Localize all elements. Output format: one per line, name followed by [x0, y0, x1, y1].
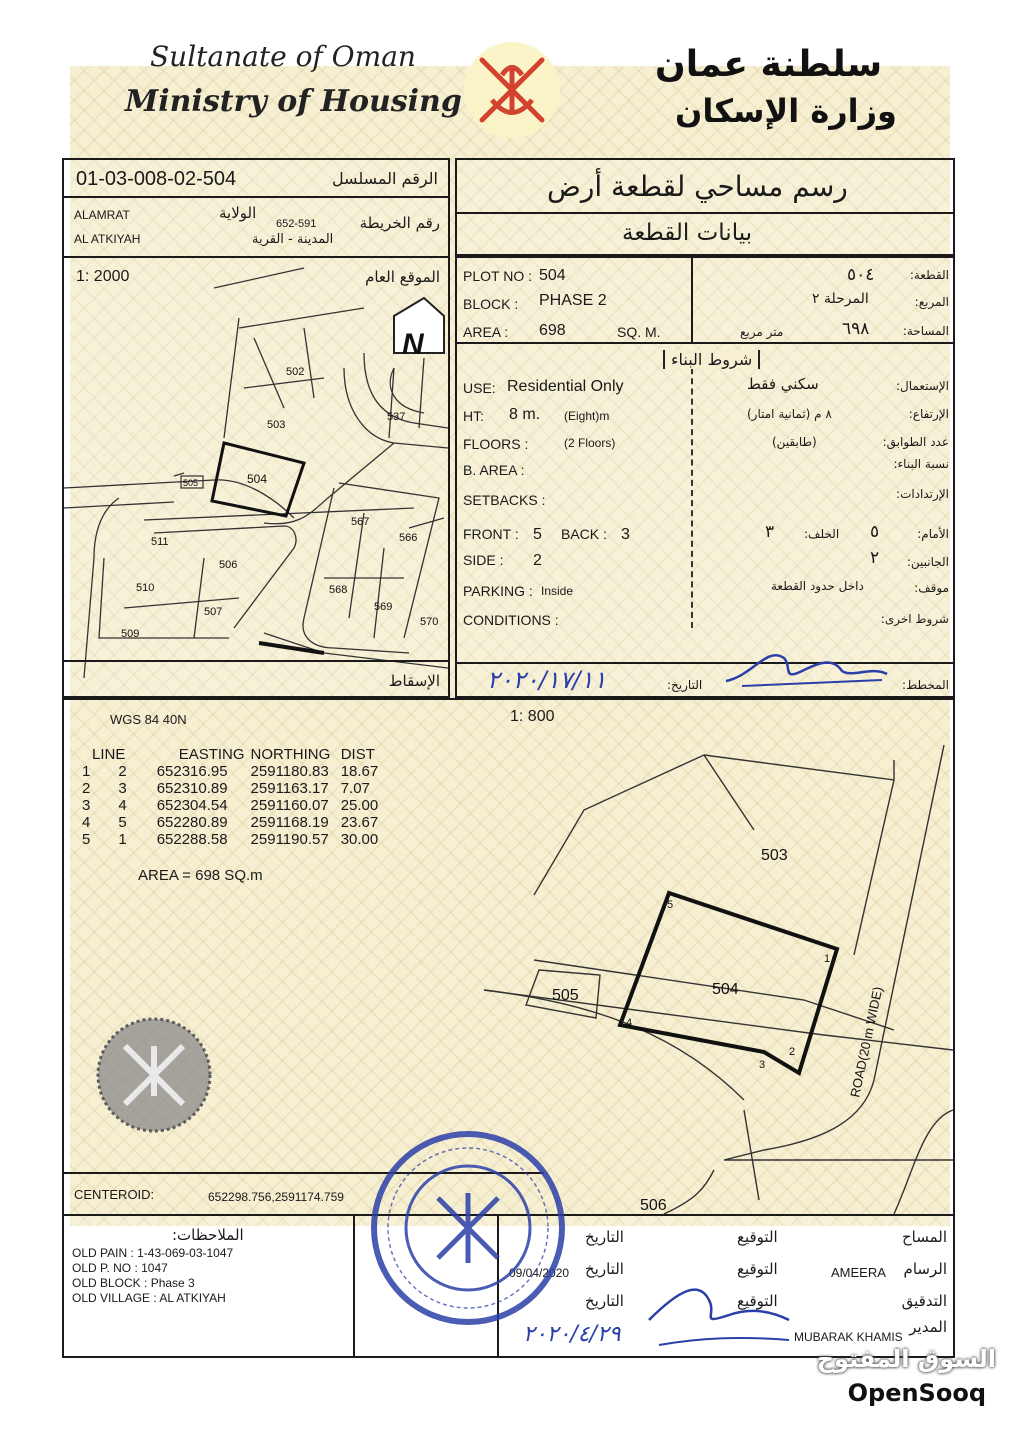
conditions-label: CONDITIONS : — [463, 612, 559, 628]
height-words: (Eight)m — [564, 409, 610, 423]
serial-label: الرقم المسلسل — [331, 169, 438, 188]
floors-label: FLOORS : — [463, 436, 529, 452]
detail-plot-505: 505 — [552, 987, 579, 1004]
checker-label: التدقيق — [901, 1292, 947, 1310]
ministry-blue-stamp-icon — [368, 1128, 568, 1328]
map-plot-503: 503 — [267, 419, 286, 431]
document-title: رسم مساحي لقطعة أرض — [547, 170, 848, 203]
village-en: AL ATKIYAH — [74, 232, 141, 246]
map-plot-511: 511 — [151, 536, 169, 548]
table-row: 4 5 652280.89 2591168.19 23.67 — [82, 814, 379, 831]
height-value: 8 m. — [509, 406, 541, 423]
setbacks-label-ar: الإرتدادات: — [896, 487, 949, 501]
back-ar: ٣ — [765, 522, 775, 542]
opensooq-watermark — [817, 1345, 996, 1409]
use-label-ar: الإستعمال: — [896, 379, 949, 393]
header-ar-line2: وزارة الإسكان — [675, 92, 897, 130]
oman-emblem-icon — [462, 40, 562, 140]
draftsman-name: AMEERA — [831, 1265, 886, 1280]
plot-no-label: PLOT NO : — [463, 268, 532, 284]
vertex-2: 2 — [789, 1046, 796, 1058]
centroid-value: 652298.756,2591174.759 — [208, 1190, 344, 1204]
use-label: USE: — [463, 380, 496, 396]
building-area-label: B. AREA : — [463, 462, 525, 478]
serial-box — [62, 158, 450, 198]
map-number: 652-591 — [276, 218, 317, 230]
table-row: 1 2 652316.95 2591180.83 18.67 — [82, 763, 379, 780]
map-plot-569: 569 — [374, 601, 393, 613]
serial-number: 01-03-008-02-504 — [76, 168, 237, 190]
director-name: MUBARAK KHAMIS — [794, 1330, 903, 1344]
area-unit-ar: متر مربع — [740, 325, 784, 339]
map-plot-568: 568 — [329, 584, 348, 596]
road-label: ROAD(20 m WIDE) — [847, 985, 886, 1099]
planner-signature-icon — [722, 636, 892, 694]
map-plot-507: 507 — [204, 606, 223, 618]
centroid-label: CENTEROID: — [74, 1187, 155, 1202]
vertex-4: 4 — [626, 1017, 633, 1029]
front-label: FRONT : — [463, 526, 519, 542]
notes-line-3: OLD BLOCK : Phase 3 — [72, 1276, 195, 1290]
block-ar: المرحلة ٢ — [812, 291, 869, 307]
detail-scale: 1: 800 — [510, 708, 555, 725]
map-plot-537: 537 — [387, 411, 406, 423]
general-location-label: الموقع العام — [365, 268, 440, 286]
building-area-label-ar: نسبة البناء: — [893, 457, 949, 471]
floors-label-ar: عدد الطوابق: — [882, 435, 949, 449]
plot-label-ar: القطعة: — [909, 268, 949, 282]
surveyor-label: المساح — [901, 1228, 947, 1246]
side-label-ar: الجانبين: — [906, 555, 949, 569]
front-value: 5 — [533, 526, 542, 543]
notes-box — [62, 1214, 355, 1358]
svg-text:N: N — [402, 328, 424, 361]
col-dist: DIST — [340, 746, 375, 763]
header-ar-line1: سلطنة عمان — [655, 44, 883, 85]
draftsman-label: الرسام — [903, 1260, 947, 1278]
side-ar: ٢ — [870, 548, 880, 568]
vertex-1: 1 — [824, 953, 831, 965]
use-ar: سكني فقط — [747, 375, 819, 393]
map-plot-505: 505 — [183, 478, 199, 488]
projection-label: الإسقاط — [388, 672, 440, 690]
notes-title: الملاحظات: — [172, 1226, 244, 1244]
location-scale: 1: 2000 — [76, 268, 130, 285]
location-info-box — [62, 196, 450, 258]
map-plot-566: 566 — [399, 532, 418, 544]
watermark-ar: السوق المفتوح — [816, 1345, 996, 1373]
block-label-ar: المربع: — [914, 295, 949, 309]
date-label-1: التاريخ — [585, 1228, 624, 1246]
conditions-label-ar: شروط اخرى: — [880, 612, 949, 626]
table-row: 3 4 652304.54 2591160.07 25.00 — [82, 797, 379, 814]
wilayat-en: ALAMRAT — [74, 208, 130, 222]
col-northing: NORTHING — [250, 746, 331, 763]
plot-no-value: 504 — [539, 267, 566, 284]
parking-label-ar: موقف: — [914, 581, 949, 595]
parking-label: PARKING : — [463, 583, 533, 599]
height-ar: ٨ م (ثمانية امتار) — [747, 407, 832, 421]
planner-label-ar: المخطط: — [902, 678, 949, 692]
setbacks-label: SETBACKS : — [463, 492, 546, 508]
map-plot-504: 504 — [247, 472, 268, 486]
floors-value: (2 Floors) — [564, 436, 616, 450]
vertex-5: 5 — [667, 899, 674, 911]
back-value: 3 — [621, 526, 630, 543]
header-en-line1: Sultanate of Oman — [150, 40, 416, 73]
front-label-ar: الأمام: — [917, 527, 949, 541]
notes-line-4: OLD VILLAGE : AL ATKIYAH — [72, 1291, 226, 1305]
back-label: BACK : — [561, 526, 607, 542]
height-label-ar: الإرتفاع: — [908, 407, 949, 421]
plot-no-ar: ٥٠٤ — [847, 265, 875, 285]
subtitle-box — [455, 212, 955, 256]
map-plot-570: 570 — [420, 616, 439, 628]
datum-label: WGS 84 40N — [110, 712, 187, 727]
detail-plot-504: 504 — [712, 981, 739, 998]
notes-line-1: OLD PAIN : 1-43-069-03-1047 — [72, 1246, 234, 1260]
col-line: LINE — [92, 746, 126, 763]
plot-data-divider — [691, 258, 693, 342]
handwritten-date: ٢٠٢٠/١٧/١١ — [487, 666, 607, 694]
village-label: المدينة - القرية — [252, 232, 334, 247]
map-number-label: رقم الخريطة — [359, 214, 440, 232]
area-summary: AREA = 698 SQ.m — [138, 867, 263, 884]
date-label-ar: التاريخ: — [667, 678, 703, 692]
table-row: 2 3 652310.89 2591163.17 7.07 — [82, 780, 370, 797]
height-label: HT: — [463, 408, 484, 424]
plot-data-box — [455, 256, 955, 698]
area-label: AREA : — [463, 324, 509, 340]
building-conditions-heading: شروط البناء — [663, 350, 760, 369]
col-easting: EASTING — [178, 746, 245, 763]
back-label-ar: الخلف: — [804, 527, 840, 541]
table-row: 5 1 652288.58 2591190.57 30.00 — [82, 831, 379, 848]
parking-value: Inside — [541, 584, 574, 598]
block-value: PHASE 2 — [539, 292, 607, 309]
parking-ar: داخل حدود القطعة — [771, 579, 864, 593]
signature-label-2: التوقيع — [737, 1260, 778, 1278]
side-label: SIDE : — [463, 552, 504, 568]
wilayat-label: الولاية — [219, 204, 257, 222]
area-unit: SQ. M. — [617, 324, 661, 340]
handwritten-approval-date: ٢٠٢٠/٤/٢٩ — [523, 1322, 621, 1347]
map-plot-510: 510 — [136, 582, 155, 594]
north-arrow-icon — [394, 298, 444, 361]
plot-data-subtitle: بيانات القطعة — [622, 220, 753, 246]
location-map-svg — [64, 258, 448, 696]
block-label: BLOCK : — [463, 296, 519, 312]
director-label: المدير — [909, 1318, 947, 1336]
header-en-line2: Ministry of Housing — [125, 84, 462, 119]
conditions-dashed-divider — [691, 358, 693, 628]
map-plot-567: 567 — [351, 516, 370, 528]
floors-ar: (طابقين) — [772, 435, 817, 449]
notes-line-2: OLD P. NO : 1047 — [72, 1261, 168, 1275]
map-plot-506: 506 — [219, 559, 238, 571]
detail-plot-506: 506 — [640, 1197, 667, 1214]
date-label-2: التاريخ — [585, 1260, 624, 1278]
map-plot-502: 502 — [286, 366, 305, 378]
detail-plot-503: 503 — [761, 847, 788, 864]
watermark-en: OpenSooq — [838, 1377, 996, 1409]
signature-label-1: التوقيع — [737, 1228, 778, 1246]
area-ar: ٦٩٨ — [842, 319, 870, 339]
use-value: Residential Only — [507, 378, 624, 395]
signature-label-3: التوقيع — [737, 1292, 778, 1310]
projection-divider — [62, 660, 450, 662]
map-plot-509: 509 — [121, 628, 140, 640]
area-label-ar: المساحة: — [902, 324, 949, 338]
side-value: 2 — [533, 552, 542, 569]
plot-data-hline — [457, 342, 953, 344]
vertex-3: 3 — [759, 1059, 766, 1071]
general-location-box — [62, 256, 450, 698]
handwritten-signature-icon — [639, 1260, 799, 1350]
date-label-3: التاريخ — [585, 1292, 624, 1310]
area-value: 698 — [539, 322, 566, 339]
front-ar: ٥ — [870, 522, 880, 542]
grey-seal-icon — [95, 1016, 213, 1134]
title-box — [455, 158, 955, 214]
draft-date: 09/04/2020 — [509, 1266, 570, 1280]
